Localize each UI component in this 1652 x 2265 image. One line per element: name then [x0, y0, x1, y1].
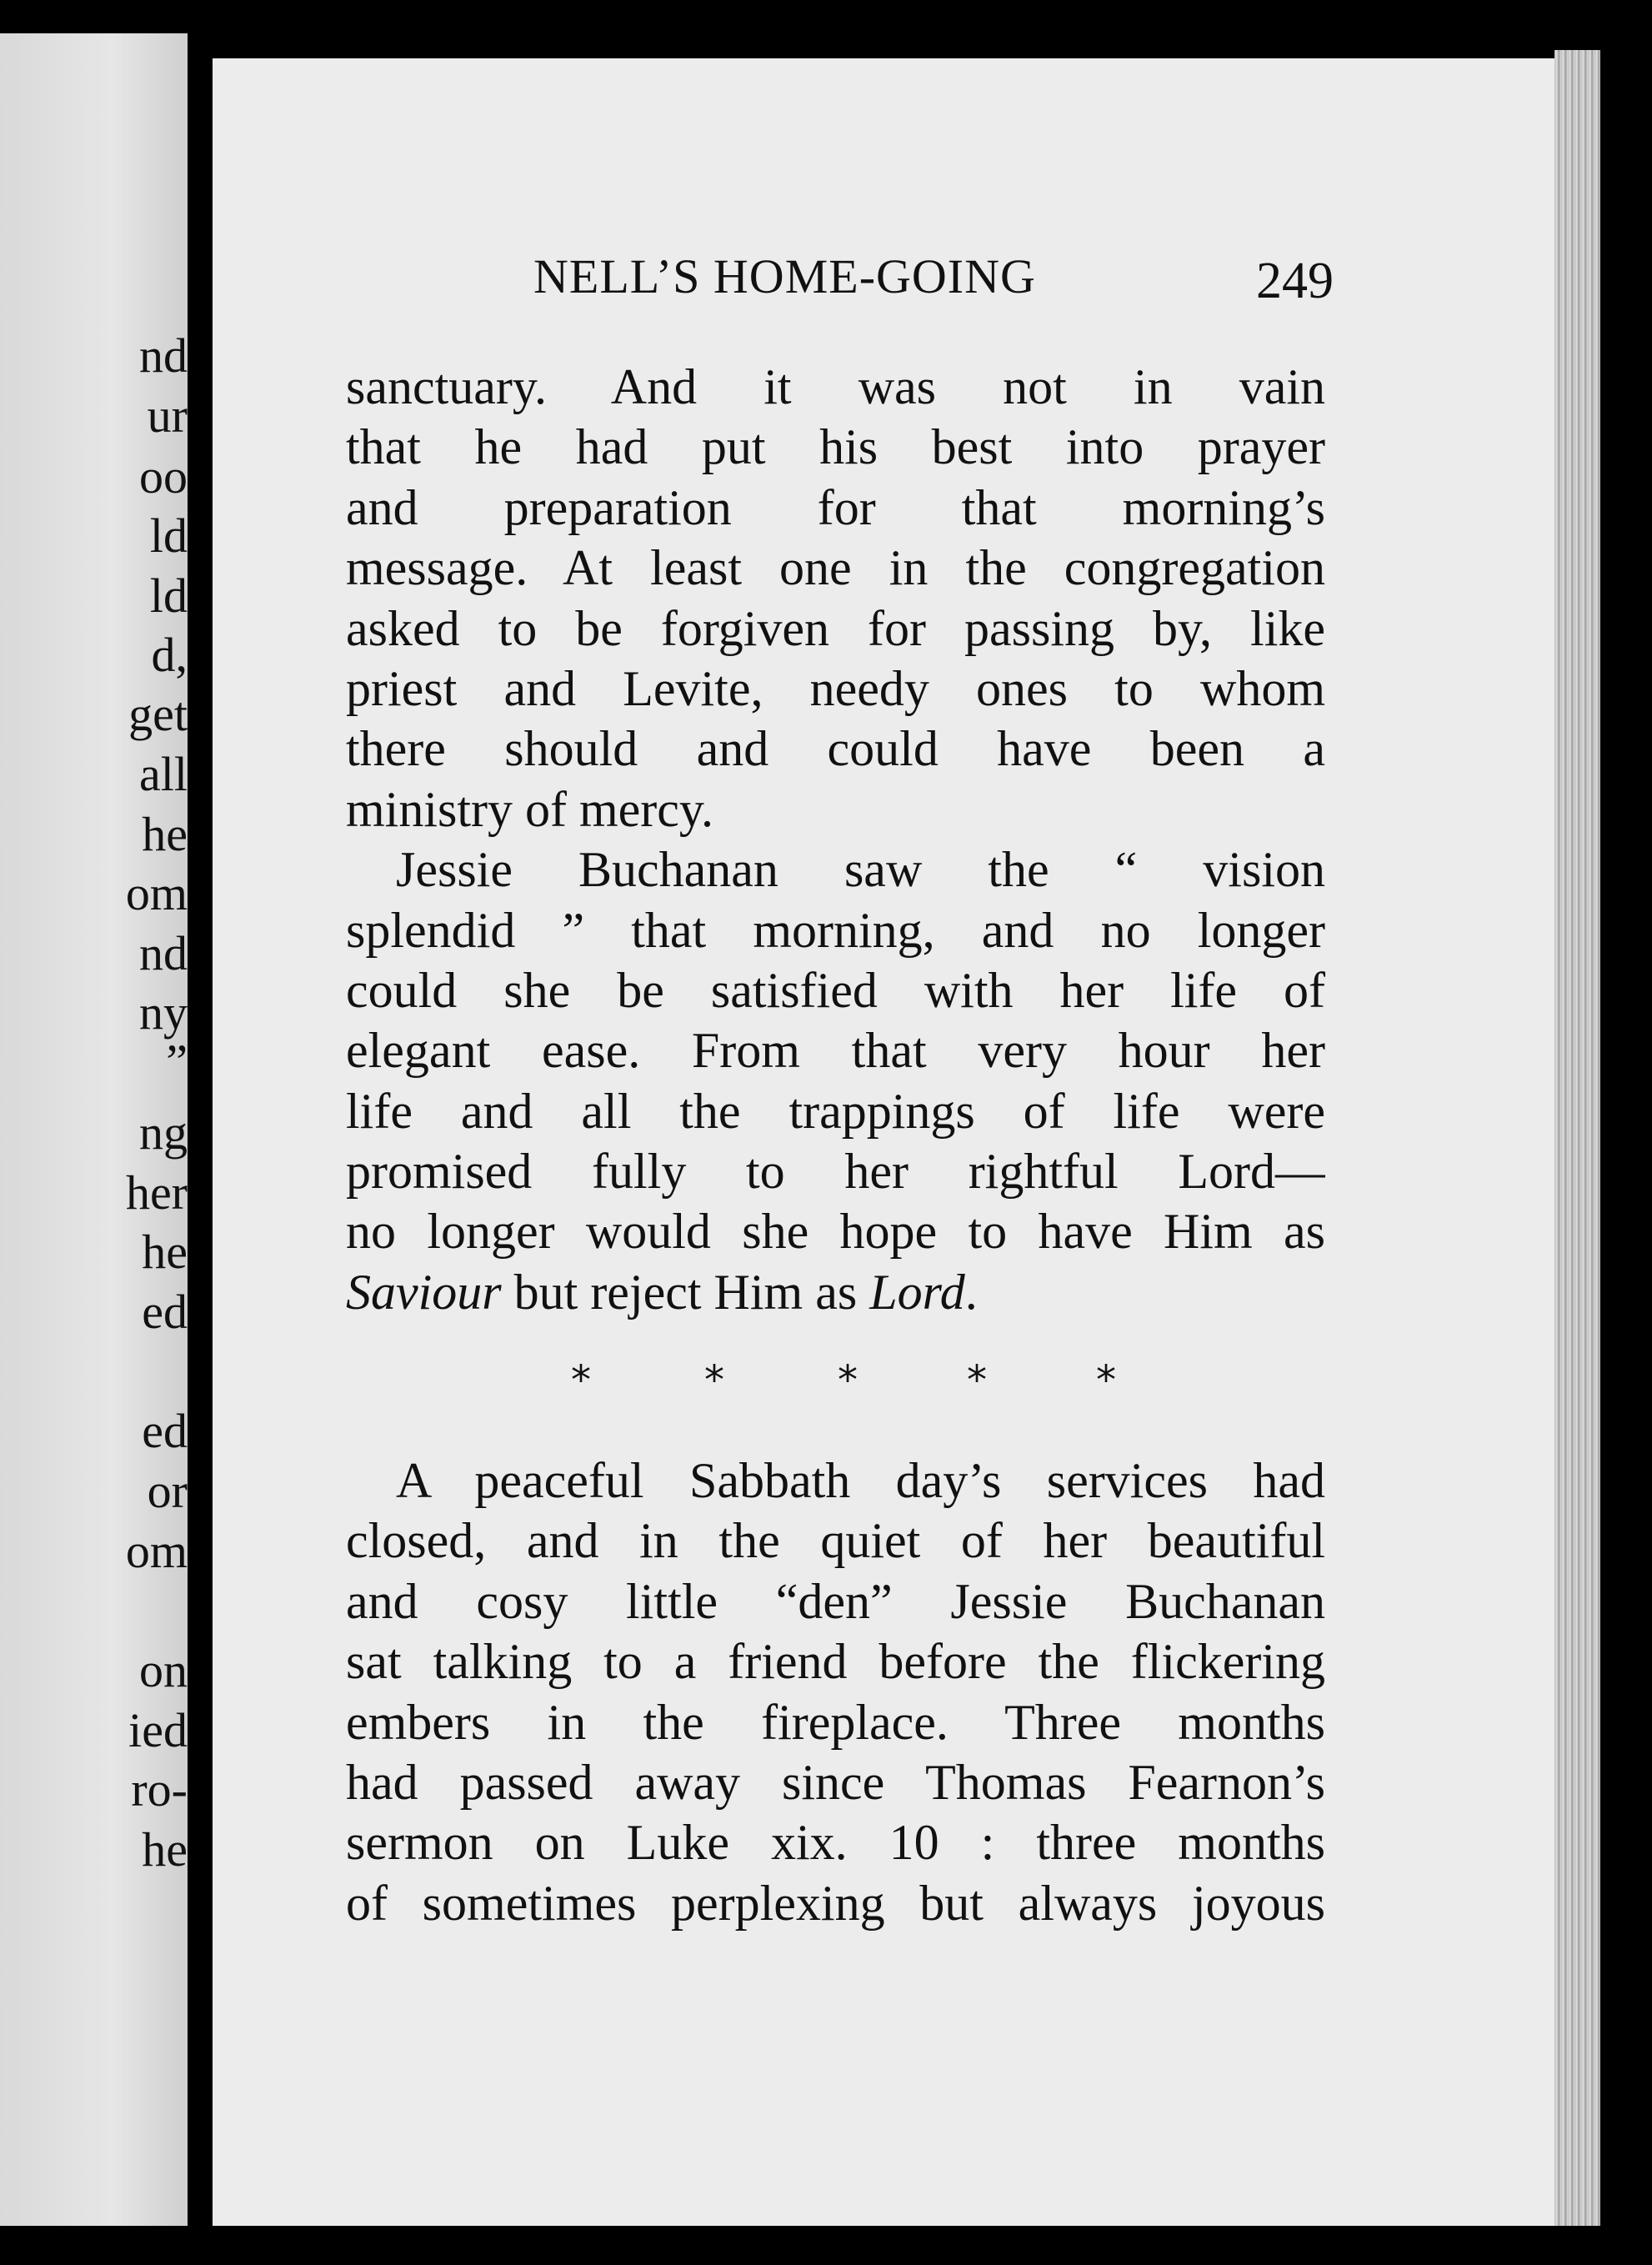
previous-page-edge	[0, 33, 188, 2226]
previous-page-text-fragment: he	[142, 807, 188, 861]
previous-page-text-fragment: nd	[139, 926, 188, 980]
previous-page-text-fragment: d,	[151, 628, 188, 682]
previous-page-text-fragment: ld	[149, 509, 188, 563]
body-text-top	[346, 357, 1325, 1322]
previous-page-text-fragment: all	[139, 747, 188, 801]
text-line: life and all the trappings of life were	[346, 1083, 1325, 1139]
text-line: there should and could have been a	[346, 721, 1325, 777]
text-line: message. At least one in the congregation	[346, 540, 1325, 596]
previous-page-text-fragment: ed	[142, 1404, 188, 1458]
italic-word: Saviour	[346, 1264, 502, 1320]
previous-page-text-fragment: ld	[149, 569, 188, 623]
text-line: sermon on Luke xix. 10 : three months	[346, 1815, 1325, 1871]
text-line: sat talking to a friend before the flickering	[346, 1634, 1325, 1690]
text-line: sanctuary. And it was not in vain	[346, 359, 1325, 414]
text-line: and cosy little “den” Jessie Buchanan	[346, 1573, 1325, 1629]
body-text-bottom	[346, 1451, 1325, 1933]
previous-page-text-fragment: oo	[139, 449, 188, 504]
previous-page-text-fragment: or	[147, 1464, 188, 1518]
page-edges	[1554, 50, 1600, 2226]
text-line: embers in the fireplace. Three months	[346, 1694, 1325, 1750]
text-line: Jessie Buchanan saw the “ vision	[396, 842, 1325, 898]
text-span: .	[964, 1264, 978, 1320]
separator-star: *	[967, 1357, 987, 1404]
previous-page-text-fragment: her	[125, 1165, 188, 1220]
text-line: A peaceful Sabbath day’s services had	[396, 1453, 1325, 1508]
text-line: could she be satisfied with her life of	[346, 962, 1325, 1018]
previous-page-text-fragment: om	[125, 1524, 188, 1578]
text-span: but reject Him as	[501, 1264, 870, 1320]
text-line: of sometimes perplexing but always joyous	[346, 1875, 1325, 1931]
text-line: ministry of mercy.	[346, 781, 714, 837]
text-line: closed, and in the quiet of her beautiful	[346, 1513, 1325, 1569]
previous-page-text-fragment: on	[139, 1643, 188, 1697]
text-line: no longer would she hope to have Him as	[346, 1204, 1325, 1260]
running-head	[533, 248, 1334, 315]
text-line: elegant ease. From that very hour her	[346, 1023, 1325, 1079]
previous-page-text-fragment: ng	[139, 1105, 188, 1160]
previous-page-text-fragment: ro-	[131, 1762, 188, 1817]
previous-page-text-fragment: he	[142, 1225, 188, 1279]
previous-page-text-fragment: ny	[139, 985, 188, 1040]
text-line: had passed away since Thomas Fearnon’s	[346, 1754, 1325, 1810]
text-line: promised fully to her rightful Lord—	[346, 1144, 1325, 1200]
separator-star: *	[571, 1357, 591, 1404]
previous-page-text-fragment: get	[128, 687, 188, 741]
running-title: NELL’S HOME-GOING	[533, 249, 1036, 303]
text-line: asked to be forgiven for passing by, like	[346, 600, 1325, 656]
previous-page-text-fragment: ied	[128, 1703, 188, 1757]
previous-page-text-fragment: om	[125, 866, 188, 920]
previous-page-text-fragment: ed	[142, 1285, 188, 1339]
text-line-final	[346, 1262, 1325, 1322]
italic-word: Lord	[869, 1264, 965, 1320]
text-line: and preparation for that morning’s	[346, 479, 1325, 535]
page-number: 249	[1256, 253, 1334, 309]
book-gutter	[188, 0, 213, 2265]
previous-page-text-fragment: he	[142, 1822, 188, 1877]
previous-page-text-fragment: ur	[147, 388, 188, 443]
separator-star: *	[838, 1357, 858, 1404]
text-line: splendid ” that morning, and no longer	[346, 902, 1325, 958]
separator-star: *	[1096, 1357, 1116, 1404]
text-line: priest and Levite, needy ones to whom	[346, 660, 1325, 716]
text-line: that he had put his best into prayer	[346, 419, 1325, 475]
section-separator	[346, 1357, 1325, 1424]
previous-page-text-fragment: ”	[166, 1035, 188, 1089]
previous-page-text-fragment: nd	[139, 328, 188, 383]
separator-star: *	[704, 1357, 724, 1404]
